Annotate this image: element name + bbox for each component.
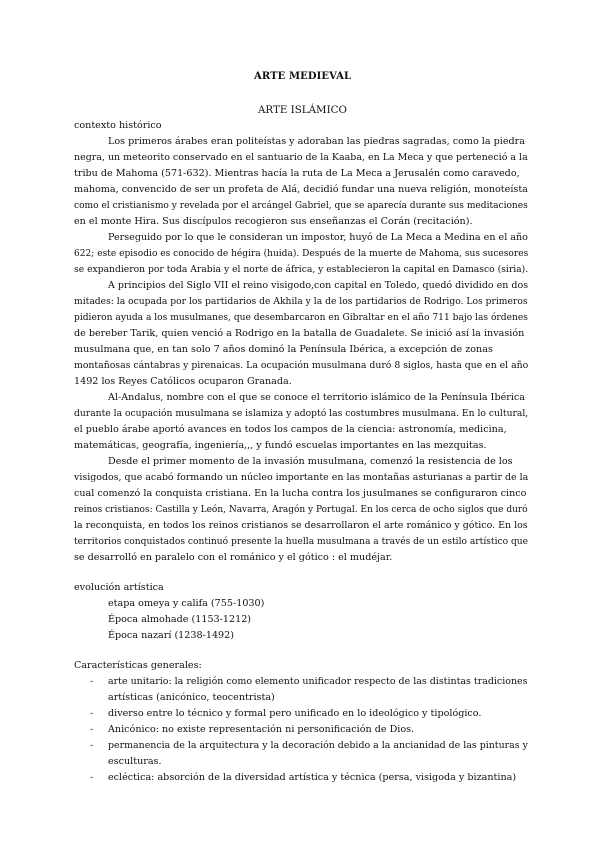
paragraph-line: el pueblo árabe aportó avances en todos los campos de la ciencia: astronomía, medicina,: [74, 424, 507, 435]
paragraph-line: cual comenzó la conquista cristiana. En la lucha contra los jusulmanes se configuraron cinco: [74, 488, 527, 499]
bullet-item: diverso entre lo técnico y formal pero unificado en lo ideológico y tipológico.: [108, 708, 482, 719]
paragraph-line: visigodos, que acabó formando un núcleo importante en las montañas asturianas a partir de la: [74, 472, 529, 483]
paragraph-line: en el monte Hira. Sus discípulos recogieron sus enseñanzas el Corán (recitación).: [74, 216, 473, 227]
paragraph-line: Perseguido por lo que le consideran un impostor, huyó de La Meca a Medina en el año: [108, 232, 528, 243]
section-heading-artistic-evolution: evolución artística: [74, 582, 164, 593]
paragraph-line: durante la ocupación musulmana se islamiza y adoptó las costumbres musulmana. En lo cultural,: [74, 408, 529, 419]
bullet-item: Anicónico: no existe representación ni personificación de Dios.: [108, 724, 415, 735]
section-heading-historical-context: contexto histórico: [74, 120, 162, 131]
bullet-dash-icon: -: [90, 772, 94, 783]
paragraph-line: montañosas cántabras y pirenaicas. La ocupación musulmana duró 8 siglos, hasta que en el año: [74, 360, 529, 371]
bullet-item-continuation: artísticas (anicónico, teocentrista): [108, 692, 275, 703]
bullet-item: permanencia de la arquitectura y la decoración debido a la ancianidad de las pinturas y: [108, 740, 528, 751]
bullet-dash-icon: -: [90, 708, 94, 719]
list-item: Época nazarí (1238-1492): [108, 630, 234, 641]
bullet-dash-icon: -: [90, 676, 94, 687]
paragraph-line: mahoma, convencido de ser un profeta de Alá, decidió fundar una nueva religión, monoteísta: [74, 184, 528, 195]
paragraph-line: 1492 los Reyes Católicos ocuparon Granada.: [74, 376, 292, 387]
paragraph-line: mitades: la ocupada por los partidarios de Akhila y la de los partidarios de Rodrigo. Los primeros: [74, 296, 528, 307]
paragraph-line: musulmana que, en tan solo 7 años dominó la Península Ibérica, a excepción de zonas: [74, 344, 493, 355]
paragraph-line: Desde el primer momento de la invasión musulmana, comenzó la resistencia de los: [108, 456, 513, 467]
paragraph-line: 622; este episodio es conocido de hégira (huida). Después de la muerte de Mahoma, sus sucesores: [74, 248, 529, 259]
paragraph-line: negra, un meteorito conservado en el santuario de la Kaaba, en La Meca y que perteneció a la: [74, 152, 528, 163]
paragraph-line: matemáticas, geografía, ingeniería,,, y fundó escuelas importantes en las mezquitas.: [74, 440, 487, 451]
paragraph-line: como el cristianismo y revelada por el arcángel Gabriel, que se aparecía durante sus meditaciones: [74, 200, 528, 211]
paragraph-line: pidieron ayuda a los musulmanes, que desembarcaron en Gibraltar en el año 711 bajo las órdenes: [74, 312, 528, 323]
section-heading-general-characteristics: Características generales:: [74, 660, 202, 671]
bullet-dash-icon: -: [90, 740, 94, 751]
list-item: Época almohade (1153-1212): [108, 614, 252, 625]
bullet-dash-icon: -: [90, 724, 94, 735]
bullet-item-continuation: esculturas.: [108, 756, 162, 767]
paragraph-line: se expandieron por toda Arabia y el norte de áfrica, y establecieron la capital en Damasco (siria).: [74, 264, 529, 275]
paragraph-line: tribu de Mahoma (571-632). Mientras hacía la ruta de La Meca a Jerusalén como caravedo,: [74, 168, 520, 179]
document-title: ARTE MEDIEVAL: [254, 71, 352, 82]
list-item: etapa omeya y califa (755-1030): [108, 598, 265, 609]
paragraph-line: A principios del Siglo VII el reino visigodo,con capital en Toledo, quedó dividido en dos: [108, 280, 529, 291]
paragraph-line: de bereber Tarik, quien venció a Rodrigo en la batalla de Guadalete. Se inició así la invasión: [74, 328, 525, 339]
paragraph-line: Los primeros árabes eran politeístas y adoraban las piedras sagradas, como la piedra: [108, 136, 525, 147]
paragraph-line: se desarrolló en paralelo con el románico y el gótico : el mudéjar.: [74, 552, 393, 563]
paragraph-line: la reconquista, en todos los reinos cristianos se desarrollaron el arte románico y gótico. En los: [74, 520, 528, 531]
document-subtitle: ARTE ISLÁMICO: [258, 104, 347, 116]
paragraph-line: territorios conquistados continuó presente la huella musulmana a través de un estilo artístico que: [74, 536, 529, 547]
paragraph-line: Al-Andalus, nombre con el que se conoce el territorio islámico de la Península Ibérica: [108, 392, 526, 403]
bullet-item: arte unitario: la religión como elemento unificador respecto de las distintas tradiciones: [108, 676, 528, 687]
paragraph-line: reinos cristianos: Castilla y León, Navarra, Aragón y Portugal. En los cerca de ocho siglos que duró: [74, 504, 528, 515]
bullet-item: ecléctica: absorción de la diversidad artística y técnica (persa, visigoda y bizantina): [108, 772, 517, 783]
